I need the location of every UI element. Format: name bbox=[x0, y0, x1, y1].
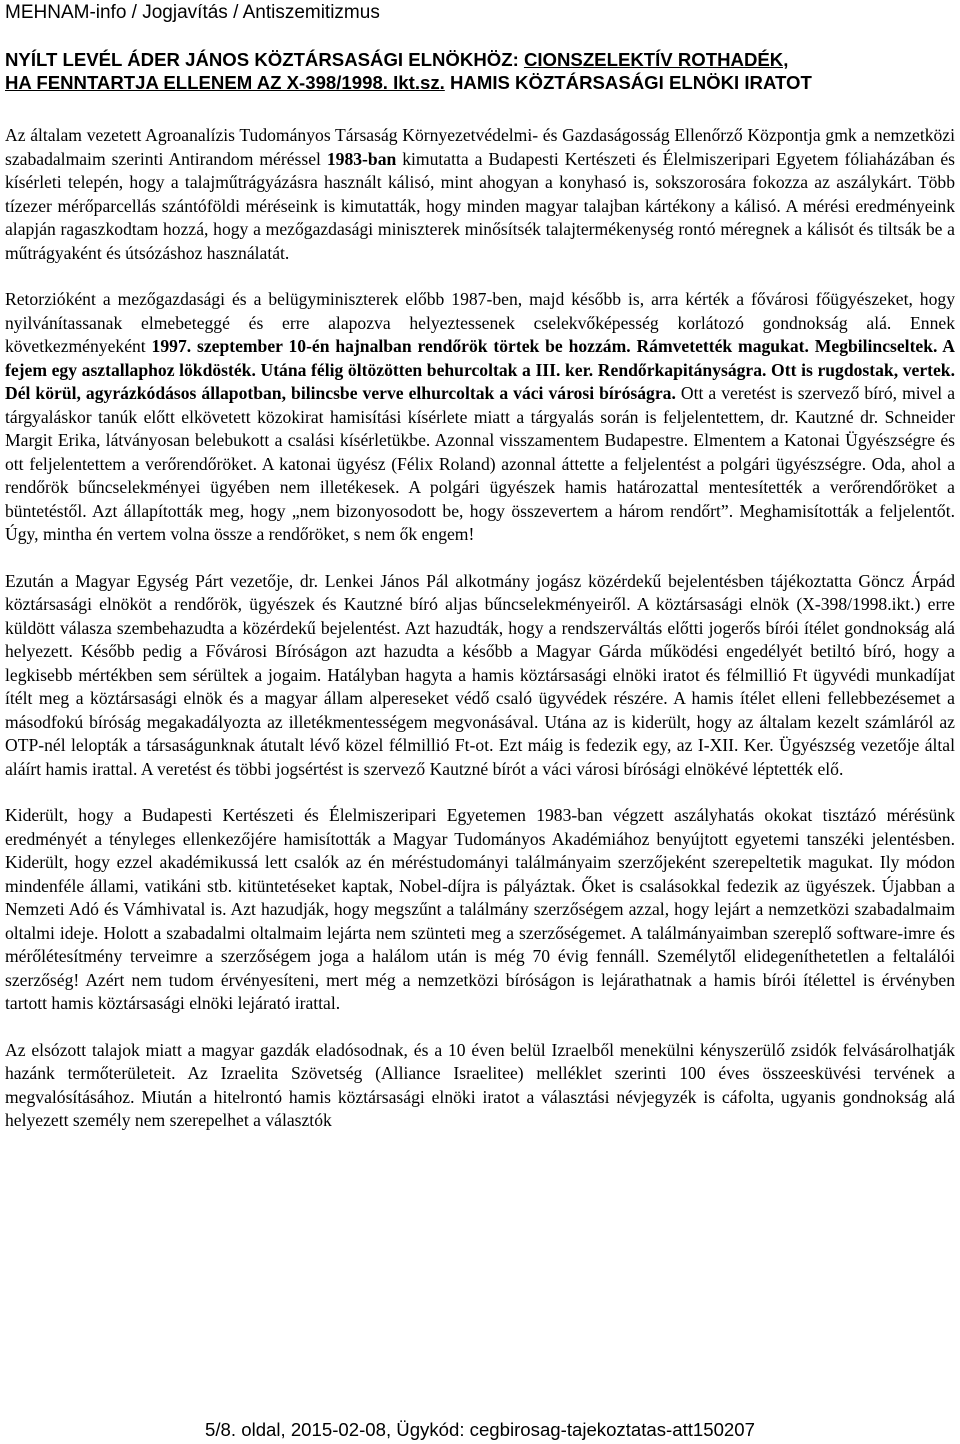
title-link[interactable]: CIONSZELEKTÍV ROTHADÉK, bbox=[523, 49, 789, 70]
page-footer: 5/8. oldal, 2015-02-08, Ügykód: cegbirosag-tajekoztatas-att150207 bbox=[205, 1419, 755, 1440]
title-part: HAMIS KÖZTÁRSASÁGI ELNÖKI IRATOT bbox=[444, 72, 812, 93]
paragraph: Az elsózott talajok miatt a magyar gazdák eladósodnak, és a 10 éven belül Izraelből menekülni kényszerülő zsidók felvásárolhatják hazánk termőterületeit. Az Izraelita Szövetség (Alliance Israelitee) melléklet szerinti 100 éves összeesküvési tervének a megvalósításához. Miután a hitelrontó hamis köztársasági elnöki iratot a választási névjegyzék is cáfolta, ugyanis gondnokság alá helyezett személy nem szerepelhet a választók bbox=[5, 1039, 955, 1130]
bold-text-run: 1997. szeptember 10-én hajnalban rendőrök törtek be hozzám. Rámvetették magukat. Megbilincseltek. A fejem egy asztallaphoz lökdösték. Utána félig öltözötten behurcoltak a III. ker. Rendőrkapitányságra. Ott is rugdostak, vertek. Dél körül, agyrázkódásos állapotban, bilincsbe verve elhurcoltak a váci városi bíróságra. bbox=[5, 336, 955, 403]
text-run: Az általam vezetett Agroanalízis Tudományos Társaság Környezetvédelmi- és Gazdaságosság Ellenőrző Központja gmk a nemzetközi szabadalmaim szerinti Antirandom méréssel bbox=[5, 125, 955, 169]
text-run: kimutatta a Budapesti Kertészeti és Élelmiszeripari Egyetem fóliaházában és kísérleti telepén, hogy a talajműtrágyázásra használt kálisó, mint ahogyan a konyhasó is, sokszorosára fokozza az aszálykárt. Több tízezer mérőparcellás szántóföldi méréseink is kimutatták, hogy minden magyar talajban kártékony a kálisó. A mérési eredményeink alapján ragaszkodtam hozzá, hogy a mezőgazdasági miniszterek minősítsék talajtermékenység rontó méregnek a kálisót és tiltsák be a műtrágyaként és útsózáshoz használatát. bbox=[5, 148, 956, 263]
text-run: Retorzióként a mezőgazdasági és a belügyminiszterek előbb 1987-ben, majd később is, arra kérték a fővárosi főügyészeket, hogy nyilvánítassanak elmebeteggé és erre alapozva helyeztessenek cselekvőképesség korlátozó gondnokság alá. Ennek következményeként bbox=[5, 289, 955, 356]
title-link-continued[interactable]: HA FENNTARTJA ELLENEM AZ X-398/1998. Ikt. bbox=[5, 72, 420, 93]
paragraph: Ezután a Magyar Egység Párt vezetője, dr. Lenkei János Pál alkotmány jogász közérdekű bejelentésben tájékoztatta Göncz Árpád köztársasági elnököt a rendőrök, ügyészek és Kautzné bíró aljas bűncselekményeiről. A köztársasági elnök (X-398/1998.ikt.) erre küldött válasza szembehazudta a közérdekű bejelentést. Azt hazudták, hogy a rendszerváltás előtti jogerős bírói ítélet gondnokság alá helyezett. Később pedig a Fővárosi Bíróságon azt hazudta a később a Magyar Gárda működési engedélyét betiltó bíró, hogy a legkisebb mértékben sem sérültek a jogaim. Hatályban hagyta a hamis köztársasági elnöki iratot és félmillió Ft ügyvédi munkadíjat ítélt meg a köztársasági elnök és a magyar állam alpereseket védő csaló ügyvédek részére. A hamis ítélet elleni fellebbezésemet a másodfokú bíróság megakadályozta az illetékmentességem megvonásával. Utána az is kiderült, hogy az általam kezelt számláról az OTP-nél lelopták a társaságunknak átutalt lévő közel félmillió Ft-ot. Ezt máig is fedezik egy, az I-XII. Ker. Ügyészség vezetője által aláírt hamis irattal. A veretést és többi jogsértést is szervező Kautzné bírót a váci városi bírósági elnökévé léptették elő. bbox=[5, 570, 955, 779]
letter-title bbox=[5, 48, 955, 94]
text-run: Ott a veretést is szervező bíró, mivel a tárgyaláskor tanúk előtt elkövetett közokirat hamisítási kísérlete miatt a tárgyalás során is feljelentettem, dr. Kautzné dr. Schneider Margit Erika, látványosan belebukott a csalási kísérletükbe. Azonnal visszamentem Budapestre. Elmentem a Katonai Ügyészségre és ott feljelentettem a verőrendőröket. A katonai ügyész (Félix Roland) azonnal áttette a feljelentést a polgári ügyészségre. Oda, ahol a rendőrök bűncselekményei ügyében nem illetékesek. A polgári ügyészek hamis határozattal mentesítették a verőrendőröket a büntetéstől. Azt állapították meg, hogy „nem bizonyosodott be, hogy összevertem a három rendőrt”. Meghamisították a feljelentőt. Úgy, mintha én vertem volna össze a rendőröket, s nem ők engem! bbox=[5, 383, 955, 544]
letter-body bbox=[5, 124, 955, 1156]
paragraph: Kiderült, hogy a Budapesti Kertészeti és Élelmiszeripari Egyetemen 1983-ban végzett aszályhatás okokat tisztázó mérésünk eredményét a tényleges ellenkezőjére hamisították a Magyar Tudományos Akadémiához benyújtott egyetemi tanszéki jelentésben. Kiderült, hogy ezzel akadémikussá lett csalók az én méréstudományi találmányaim szerzőjeként szerepeltetik magukat. Ily módon mindenféle állami, vatikáni stb. kitüntetéseket kaptak, Nobel-díjra is pályáztak. Őket is csalásokkal fedezik az ügyészek. Újabban a Nemzeti Adó és Vámhivatal is. Azt hazudják, hogy megszűnt a találmány szerzőségem azzal, hogy lejárt a nemzetközi szabadalmaim oltalmi ideje. Holott a szabadalmi oltalmaim lejárta nem szünteti meg a szerzőségemet. A találmányaimban szereplő software-imre és mérőlétesítmény terveimre a szerzőségem joga a halálom után is még 70 évig fennáll. Személytől elidegeníthetetlen a feltalálói szerzőség! Azért nem tudom érvényesíteni, mert még a nemzetközi bíróságon is lejárathatnak a hamis bírói ítélettel is érvényben tartott hamis köztársasági elnöki lejárató irattal. bbox=[5, 805, 955, 1013]
paragraph bbox=[5, 288, 955, 547]
title-link-continued[interactable]: sz. bbox=[420, 72, 445, 93]
paragraph bbox=[5, 124, 955, 265]
bold-text-run: 1983-ban bbox=[326, 148, 397, 169]
page-header: MEHNAM-info / Jogjavítás / Antiszemitizmus bbox=[5, 2, 380, 23]
title-part: NYÍLT LEVÉL ÁDER JÁNOS KÖZTÁRSASÁGI ELNÖKHÖZ: bbox=[5, 49, 524, 70]
